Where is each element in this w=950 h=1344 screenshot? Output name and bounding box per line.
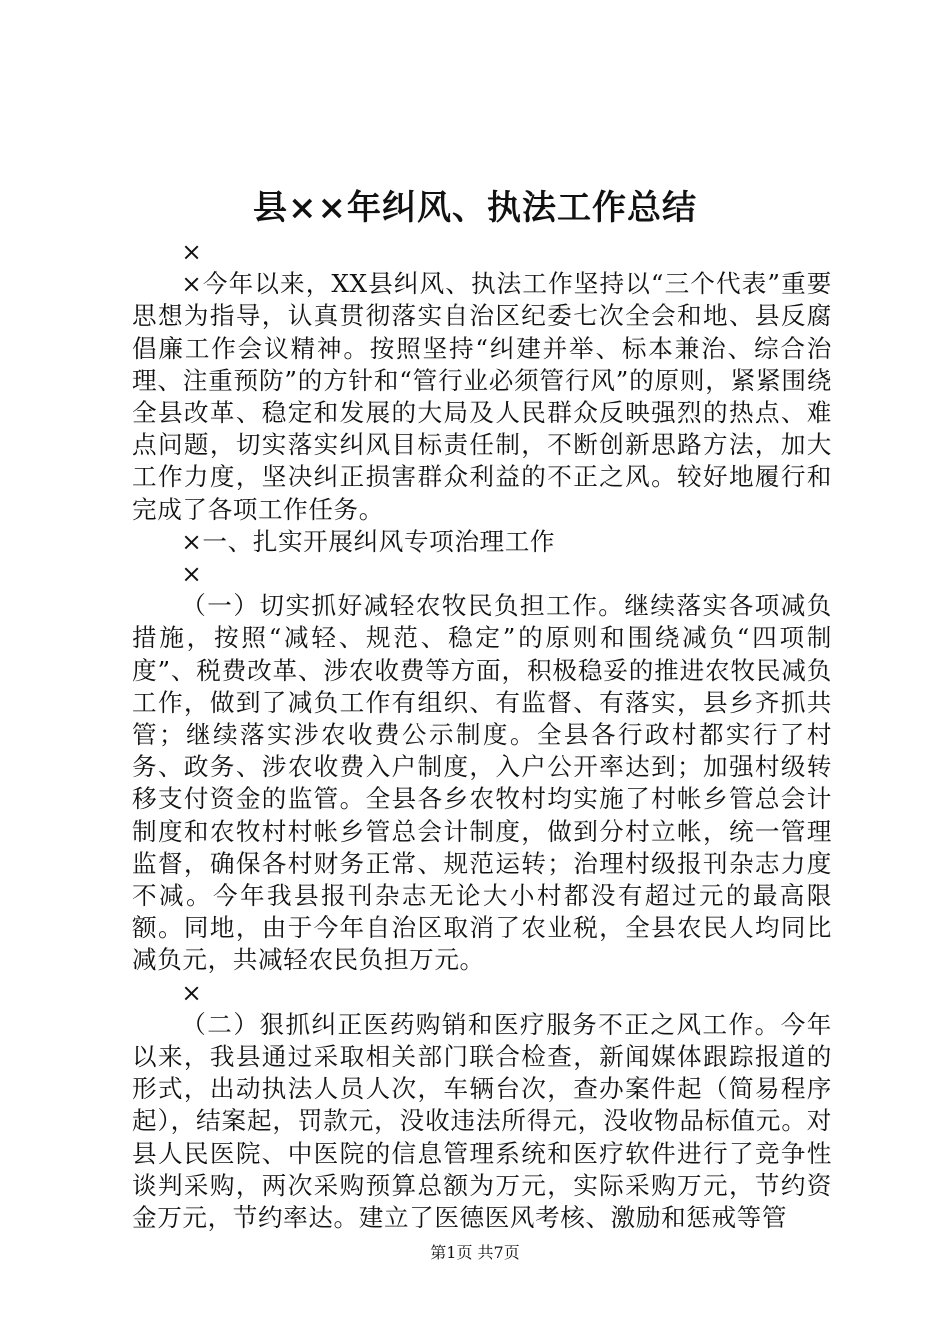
document-title: 县××年纠风、执法工作总结 (253, 188, 697, 228)
paragraph-item-1: （一）切实抓好减轻农牧民负担工作。继续落实各项减负措施，按照“减轻、规范、稳定”的原则和围绕减负“四项制度”、税费改革、涉农收费等方面，积极稳妥的推进农牧民减负工作，做到了减负工作有组织、有监督、有落实，县乡齐抓共管；继续落实涉农收费公示制度。全县各行政村都实行了村务、政务、涉农收费入户制度，入户公开率达到；加强村级转移支付资金的监管。全县各乡农牧村均实施了村帐乡管总会计制度和农牧村村帐乡管总会计制度，做到分村立帐，统一管理监督，确保各村财务正常、规范运转；治理村级报刊杂志力度不减。今年我县报刊杂志无论大小村都没有超过元的最高限额。同地，由于今年自治区取消了农业税，全县农民人均同比减负元，共减轻农民负担万元。 (132, 591, 832, 975)
paragraph-marker-1: × (181, 237, 203, 266)
paragraph-marker-3: × (181, 977, 203, 1007)
document-body (132, 236, 832, 1234)
paragraph-item-2: （二）狠抓纠正医药购销和医疗服务不正之风工作。今年以来，我县通过采取相关部门联合检查，新闻媒体跟踪报道的形式，出动执法人员人次，车辆台次，查办案件起（简易程序起），结案起，罚款元，没收违法所得元，没收物品标值元。对县人民医院、中医院的信息管理系统和医疗软件进行了竞争性谈判采购，两次采购预算总额为万元，实际采购万元，节约资金万元，节约率达。建立了医德医风考核、激励和惩戒等管 (132, 1009, 832, 1233)
page-footer: 第1页 共7页 (430, 1243, 520, 1262)
paragraph-intro: ×今年以来，XX县纠风、执法工作坚持以“三个代表”重要思想为指导，认真贯彻落实自治区纪委七次全会和地、县反腐倡廉工作会议精神。按照坚持“纠建并举、标本兼治、综合治理、注重预防”的方针和“管行业必须管行风”的原则，紧紧围绕全县改革、稳定和发展的大局及人民群众反映强烈的热点、难点问题，切实落实纠风目标责任制，不断创新思路方法，加大工作力度，坚决纠正损害群众利益的不正之风。较好地履行和完成了各项工作任务。 (132, 269, 832, 524)
paragraph-marker-2: × (181, 559, 203, 589)
section-heading-1: ×一、扎实开展纠风专项治理工作 (181, 526, 556, 556)
